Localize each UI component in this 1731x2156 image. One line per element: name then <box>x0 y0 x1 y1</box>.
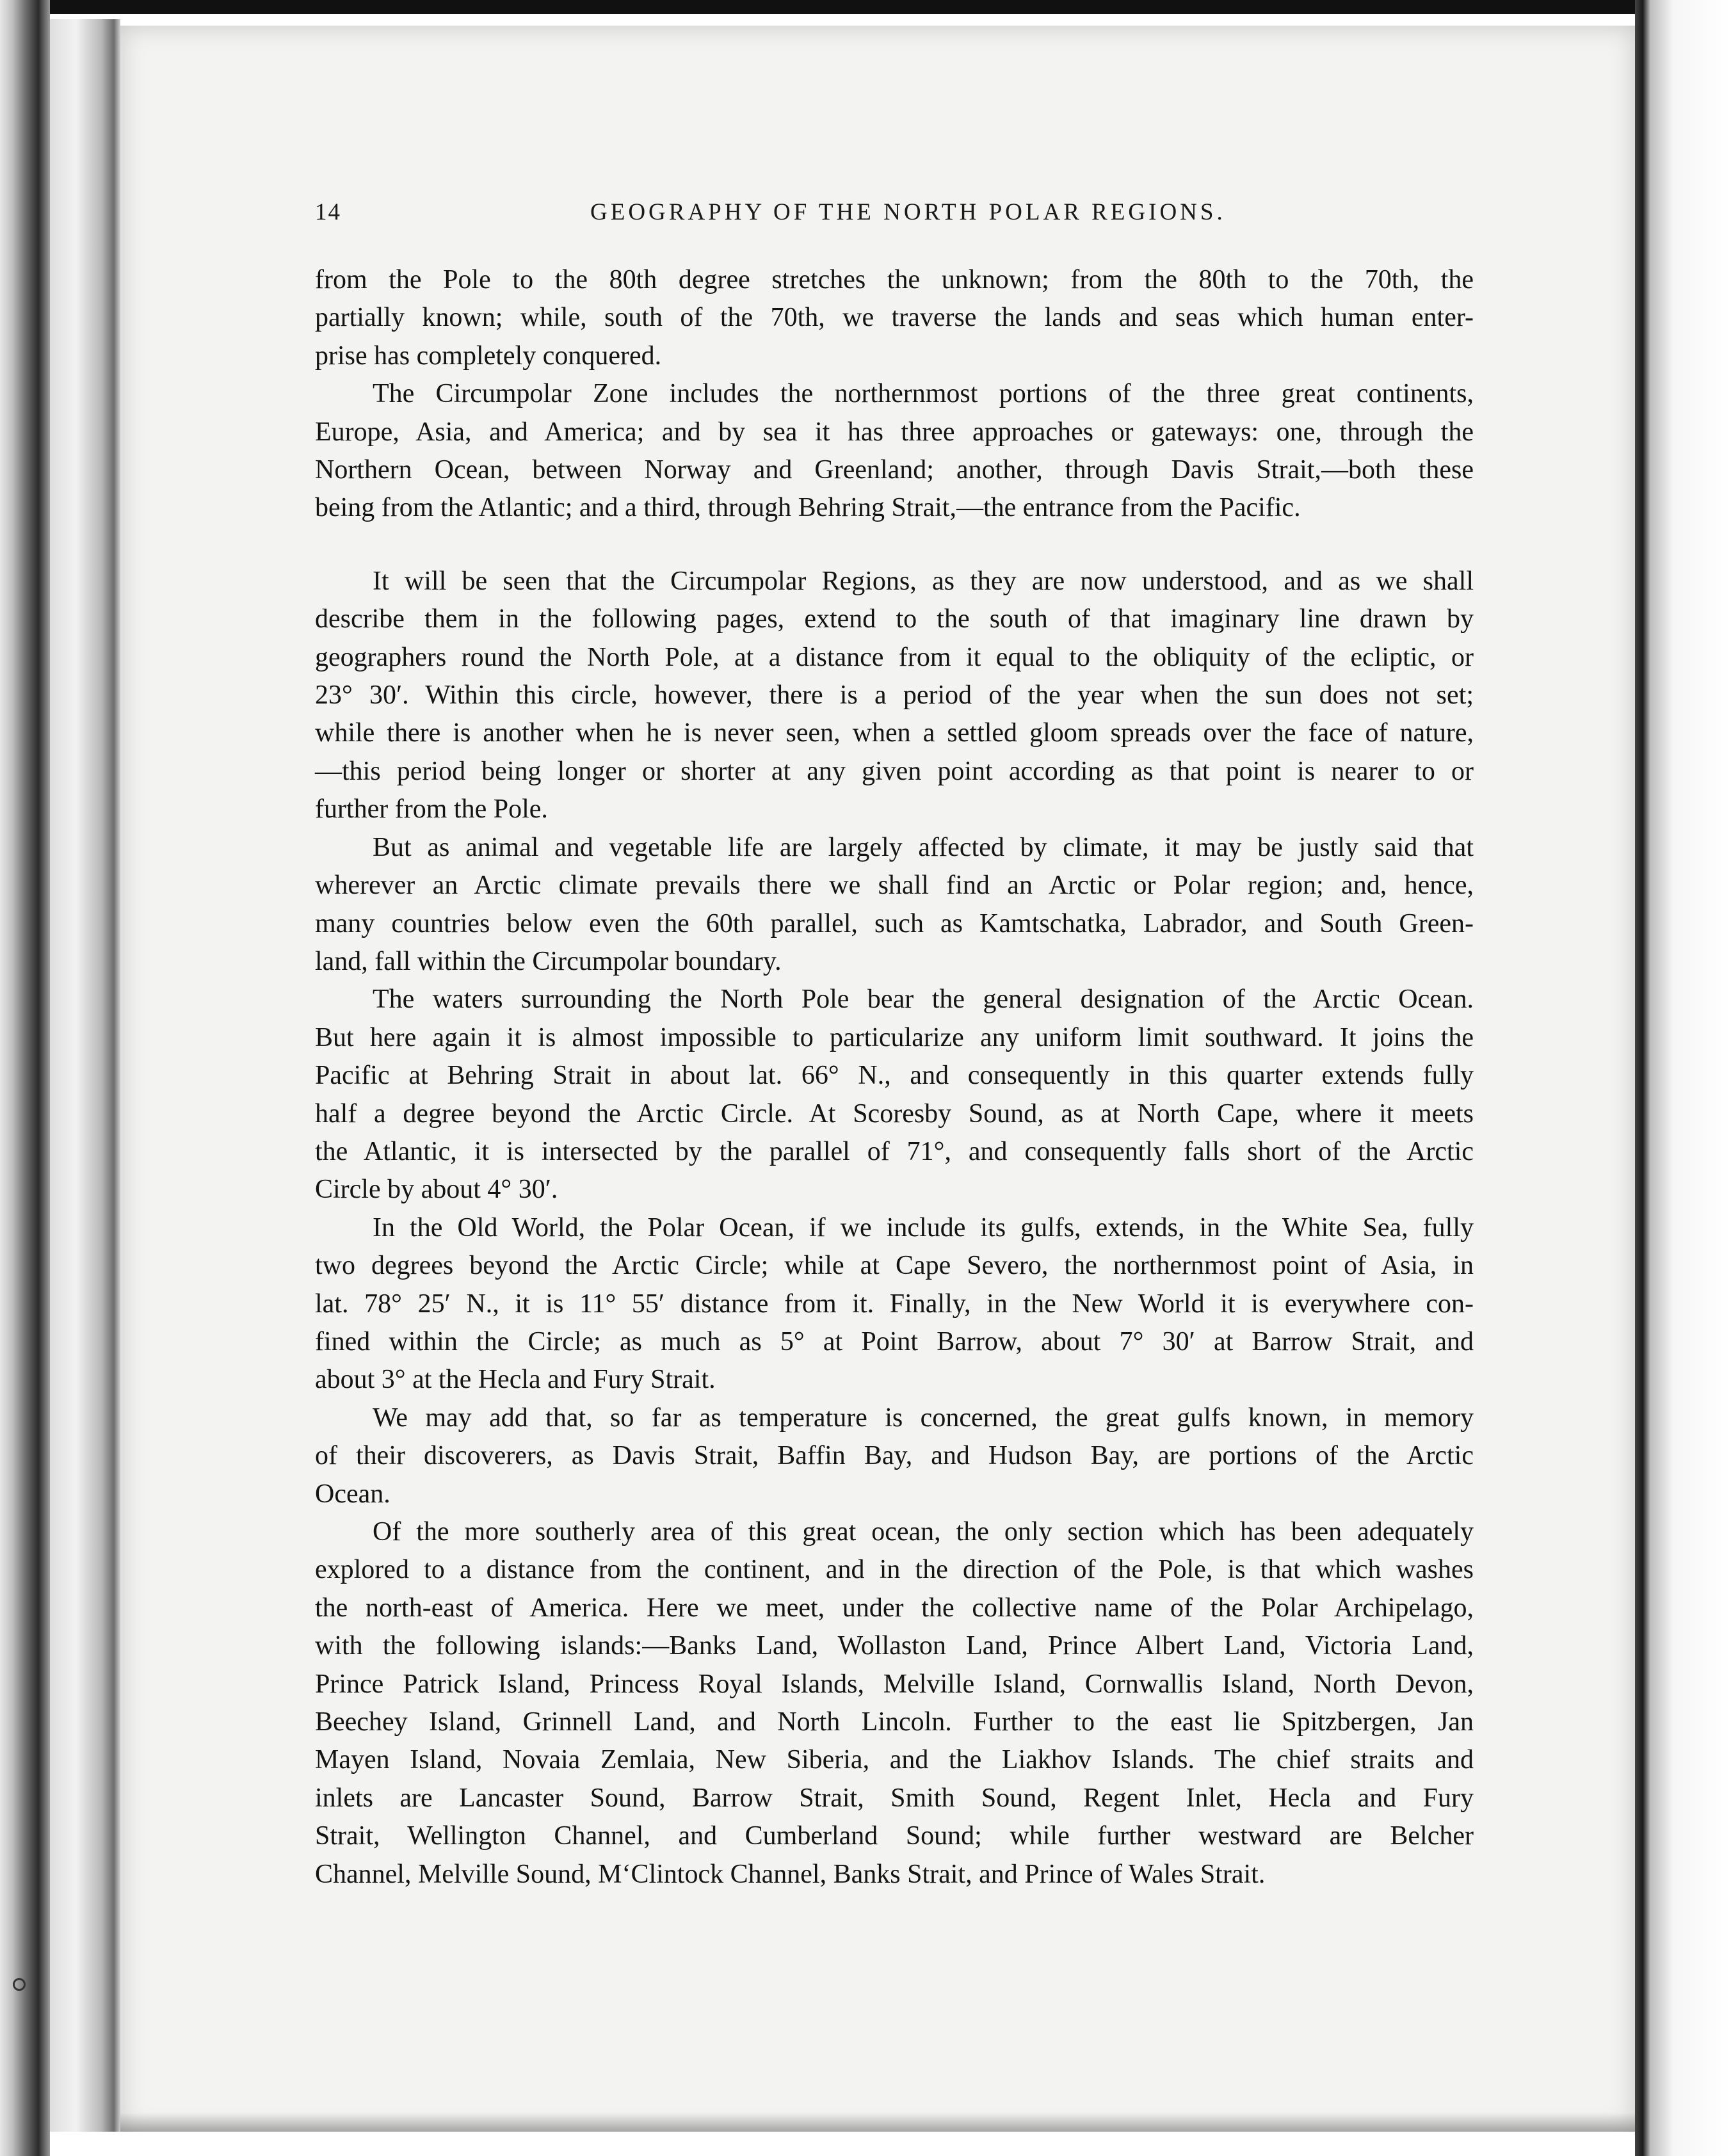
paragraph <box>315 563 1474 829</box>
scan-speck <box>13 1978 26 1991</box>
text-line: geographers round the North Pole, at a distance from it equal to the obliquity of the ecliptic, or <box>315 642 1474 672</box>
text-line: many countries below even the 60th parallel, such as Kamtschatka, Labrador, and South Green- <box>315 908 1474 938</box>
text-line: about 3° at the Hecla and Fury Strait. <box>315 1365 716 1395</box>
text-line: But here again it is almost impossible to particularize any uniform limit southward. It joins the <box>315 1022 1474 1052</box>
text-line: Ocean. <box>315 1479 390 1509</box>
text-line: Mayen Island, Novaia Zemlaia, New Siberia, and the Liakhov Islands. The chief straits and <box>315 1745 1474 1775</box>
paragraph <box>315 981 1474 1209</box>
text-line: wherever an Arctic climate prevails there we shall find an Arctic or Polar region; and, hence, <box>315 871 1474 901</box>
text-line: Strait, Wellington Channel, and Cumberland Sound; while further westward are Belcher <box>315 1821 1474 1851</box>
text-line: half a degree beyond the Arctic Circle. At Scoresby Sound, as at North Cape, where it meets <box>315 1098 1474 1129</box>
text-line: lat. 78° 25′ N., it is 11° 55′ distance from it. Finally, in the New World it is everywhere con- <box>315 1289 1474 1319</box>
text-line: The waters surrounding the North Pole bear the general designation of the Arctic Ocean. <box>373 985 1474 1015</box>
text-line: Prince Patrick Island, Princess Royal Islands, Melville Island, Cornwallis Island, North Devon, <box>315 1669 1474 1699</box>
text-line: We may add that, so far as temperature is concerned, the great gulfs known, in memory <box>373 1403 1474 1433</box>
paragraph <box>315 1209 1474 1399</box>
text-line: Pacific at Behring Strait in about lat. 66° N., and consequently in this quarter extends fully <box>315 1061 1474 1091</box>
scan-border-top <box>0 0 1731 14</box>
text-line: inlets are Lancaster Sound, Barrow Strait, Smith Sound, Regent Inlet, Hecla and Fury <box>315 1783 1474 1813</box>
text-line: 23° 30′. Within this circle, however, there is a period of the year when the sun does not set; <box>315 680 1474 711</box>
text-line: prise has completely conquered. <box>315 341 662 371</box>
text-line: Circle by about 4° 30′. <box>315 1175 558 1205</box>
running-head <box>315 198 1474 237</box>
page-shadow <box>120 2112 1635 2132</box>
text-line: explored to a distance from the continent, and in the direction of the Pole, is that which washes <box>315 1555 1474 1585</box>
running-title: GEOGRAPHY OF THE NORTH POLAR REGIONS. <box>590 199 1226 225</box>
text-line: Northern Ocean, between Norway and Greenland; another, through Davis Strait,—both these <box>315 455 1474 485</box>
text-line: Of the more southerly area of this great ocean, the only section which has been adequately <box>373 1517 1474 1547</box>
text-line: Europe, Asia, and America; and by sea it has three approaches or gateways: one, through the <box>315 417 1474 447</box>
paragraph <box>315 261 1474 375</box>
text-line: partially known; while, south of the 70th, we traverse the lands and seas which human enter- <box>315 303 1474 333</box>
paragraph <box>315 375 1474 527</box>
text-line: fined within the Circle; as much as 5° at Point Barrow, about 7° 30′ at Barrow Strait, and <box>315 1326 1474 1356</box>
text-line: of their discoverers, as Davis Strait, Baffin Bay, and Hudson Bay, are portions of the Arctic <box>315 1441 1474 1471</box>
text-line: from the Pole to the 80th degree stretches the unknown; from the 80th to the 70th, the <box>315 265 1474 294</box>
paragraph <box>315 829 1474 981</box>
page-number: 14 <box>315 199 341 225</box>
text-line: the north-east of America. Here we meet, under the collective name of the Polar Archipelago, <box>315 1593 1474 1623</box>
paragraph <box>315 1399 1474 1513</box>
text-line: with the following islands:—Banks Land, Wollaston Land, Prince Albert Land, Victoria Land, <box>315 1631 1474 1661</box>
text-line: land, fall within the Circumpolar boundary. <box>315 946 782 976</box>
text-line: It will be seen that the Circumpolar Regions, as they are now understood, and as we shall <box>373 566 1474 596</box>
text-line: further from the Pole. <box>315 794 548 825</box>
text-line: the Atlantic, it is intersected by the parallel of 71°, and consequently falls short of the Arctic <box>315 1136 1474 1166</box>
book-spine-edge <box>50 19 120 2132</box>
text-line: being from the Atlantic; and a third, through Behring Strait,—the entrance from the Pacific. <box>315 493 1301 523</box>
body-text <box>315 261 1474 1894</box>
text-line: —this period being longer or shorter at any given point according as that point is nearer to or <box>315 756 1474 786</box>
text-line: describe them in the following pages, extend to the south of that imaginary line drawn by <box>315 604 1474 634</box>
text-line: Beechey Island, Grinnell Land, and North Lincoln. Further to the east lie Spitzbergen, Jan <box>315 1707 1474 1737</box>
text-line: The Circumpolar Zone includes the northernmost portions of the three great continents, <box>373 379 1474 409</box>
text-line: while there is another when he is never seen, when a settled gloom spreads over the face of nature, <box>315 718 1474 748</box>
text-line: two degrees beyond the Arctic Circle; while at Cape Severo, the northernmost point of Asia, in <box>315 1251 1474 1281</box>
text-line: In the Old World, the Polar Ocean, if we include its gulfs, extends, in the White Sea, fully <box>373 1212 1474 1243</box>
text-line: Channel, Melville Sound, M‘Clintock Channel, Banks Strait, and Prince of Wales Strait. <box>315 1859 1266 1889</box>
paragraph <box>315 1513 1474 1894</box>
text-line: But as animal and vegetable life are largely affected by climate, it may be justly said that <box>373 832 1474 862</box>
scan-border-left <box>0 0 50 2156</box>
scan-border-right <box>1635 0 1731 2156</box>
